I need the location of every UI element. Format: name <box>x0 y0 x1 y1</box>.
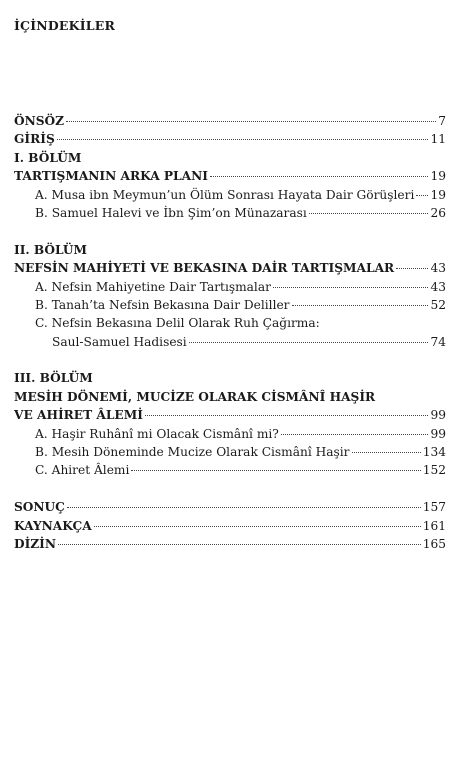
toc-entry-label: B. Tanah’ta Nefsin Bekasına Dair Deliller <box>35 297 290 312</box>
toc-section-continuation[interactable] <box>14 333 446 351</box>
toc-page-number: 161 <box>422 518 446 533</box>
toc-entry-label: C. Nefsin Bekasına Delil Olarak Ruh Çağırma: <box>35 316 320 331</box>
toc-entry-label: NEFSİN MAHİYETİ VE BEKASINA DAİR TARTIŞMALAR <box>14 261 395 276</box>
toc-section[interactable] <box>14 186 446 204</box>
toc-entry-label: Saul-Samuel Hadisesi <box>52 334 187 349</box>
toc-part-heading <box>14 149 446 167</box>
toc-entry-label: A. Nefsin Mahiyetine Dair Tartışmalar <box>35 279 271 294</box>
toc-entry-label: A. Haşir Ruhânî mi Olacak Cismânî mi? <box>35 426 279 441</box>
toc-page-number: 134 <box>422 445 446 460</box>
toc-section[interactable] <box>14 425 446 443</box>
toc-part-heading <box>14 241 446 259</box>
toc-page-number: 165 <box>422 536 446 551</box>
toc-entry-sonuc[interactable] <box>14 498 446 516</box>
toc-entry-label: GİRİŞ <box>14 132 55 147</box>
dot-leader <box>131 469 420 471</box>
toc-chapter-1[interactable] <box>14 167 446 185</box>
toc-page-number: 157 <box>422 500 446 515</box>
toc-entry-label: TARTIŞMANIN ARKA PLANI <box>14 169 208 184</box>
toc-page-number: 26 <box>430 205 446 220</box>
toc-page-number: 19 <box>430 187 446 202</box>
toc-entry-label: C. Ahiret Âlemi <box>35 463 130 478</box>
toc-entry-label: B. Samuel Halevi ve İbn Şim’on Münazarası <box>35 205 307 220</box>
toc-entry-label: VE AHİRET ÂLEMİ <box>14 408 143 423</box>
spacer <box>14 222 446 240</box>
toc-entry-dizin[interactable] <box>14 535 446 553</box>
toc-entry-label: SONUÇ <box>14 500 65 515</box>
toc-entry-label: KAYNAKÇA <box>14 518 92 533</box>
toc-section[interactable] <box>14 204 446 222</box>
dot-leader <box>58 543 421 545</box>
toc-part-label: II. BÖLÜM <box>14 242 88 257</box>
toc-section[interactable] <box>14 278 446 296</box>
dot-leader <box>145 414 429 416</box>
toc-chapter-2[interactable] <box>14 259 446 277</box>
toc-entry-label: B. Mesih Döneminde Mucize Olarak Cismânî Haşir <box>35 445 350 460</box>
page-title: İÇİNDEKİLER <box>14 18 116 33</box>
toc-entry-giris[interactable] <box>14 130 446 148</box>
toc-entry-label: MESİH DÖNEMİ, MUCİZE OLARAK CİSMÂNÎ HAŞİR <box>14 389 376 404</box>
toc-page-number: 74 <box>430 334 446 349</box>
dot-leader <box>352 451 421 453</box>
toc-page-number: 19 <box>430 169 446 184</box>
toc-page-number: 11 <box>430 132 446 147</box>
dot-leader <box>309 212 429 214</box>
dot-leader <box>67 506 421 508</box>
dot-leader <box>292 304 429 306</box>
toc-entry-label: ÖNSÖZ <box>14 114 65 128</box>
spacer <box>14 351 446 369</box>
toc-page-number: 43 <box>430 279 446 294</box>
dot-leader <box>189 341 429 343</box>
spacer <box>14 480 446 498</box>
toc-page-number: 52 <box>430 297 446 312</box>
dot-leader <box>281 433 429 435</box>
toc-entry-onsoz[interactable] <box>14 112 446 130</box>
toc-entry-label: DİZİN <box>14 536 57 551</box>
dot-leader <box>66 120 436 122</box>
toc-part-heading <box>14 369 446 387</box>
dot-leader <box>416 194 428 196</box>
dot-leader <box>57 138 429 140</box>
table-of-contents <box>14 112 446 553</box>
toc-page-number: 7 <box>438 114 446 128</box>
toc-section[interactable] <box>14 461 446 479</box>
toc-part-label: I. BÖLÜM <box>14 150 82 165</box>
toc-part-label: III. BÖLÜM <box>14 371 93 386</box>
toc-page-number: 99 <box>430 426 446 441</box>
toc-section[interactable] <box>14 296 446 314</box>
toc-section[interactable] <box>14 314 446 332</box>
dot-leader <box>210 175 429 177</box>
toc-page-number: 152 <box>422 463 446 478</box>
dot-leader <box>94 525 421 527</box>
dot-leader <box>273 286 429 288</box>
toc-page-number: 99 <box>430 408 446 423</box>
toc-section[interactable] <box>14 443 446 461</box>
toc-entry-kaynakca[interactable] <box>14 517 446 535</box>
toc-chapter-3[interactable] <box>14 388 446 406</box>
toc-chapter-3-continuation[interactable] <box>14 406 446 424</box>
toc-entry-label: A. Musa ibn Meymun’un Ölüm Sonrası Hayata Dair Görüşleri <box>35 187 415 202</box>
toc-page-number: 43 <box>430 261 446 276</box>
dot-leader <box>396 267 428 269</box>
